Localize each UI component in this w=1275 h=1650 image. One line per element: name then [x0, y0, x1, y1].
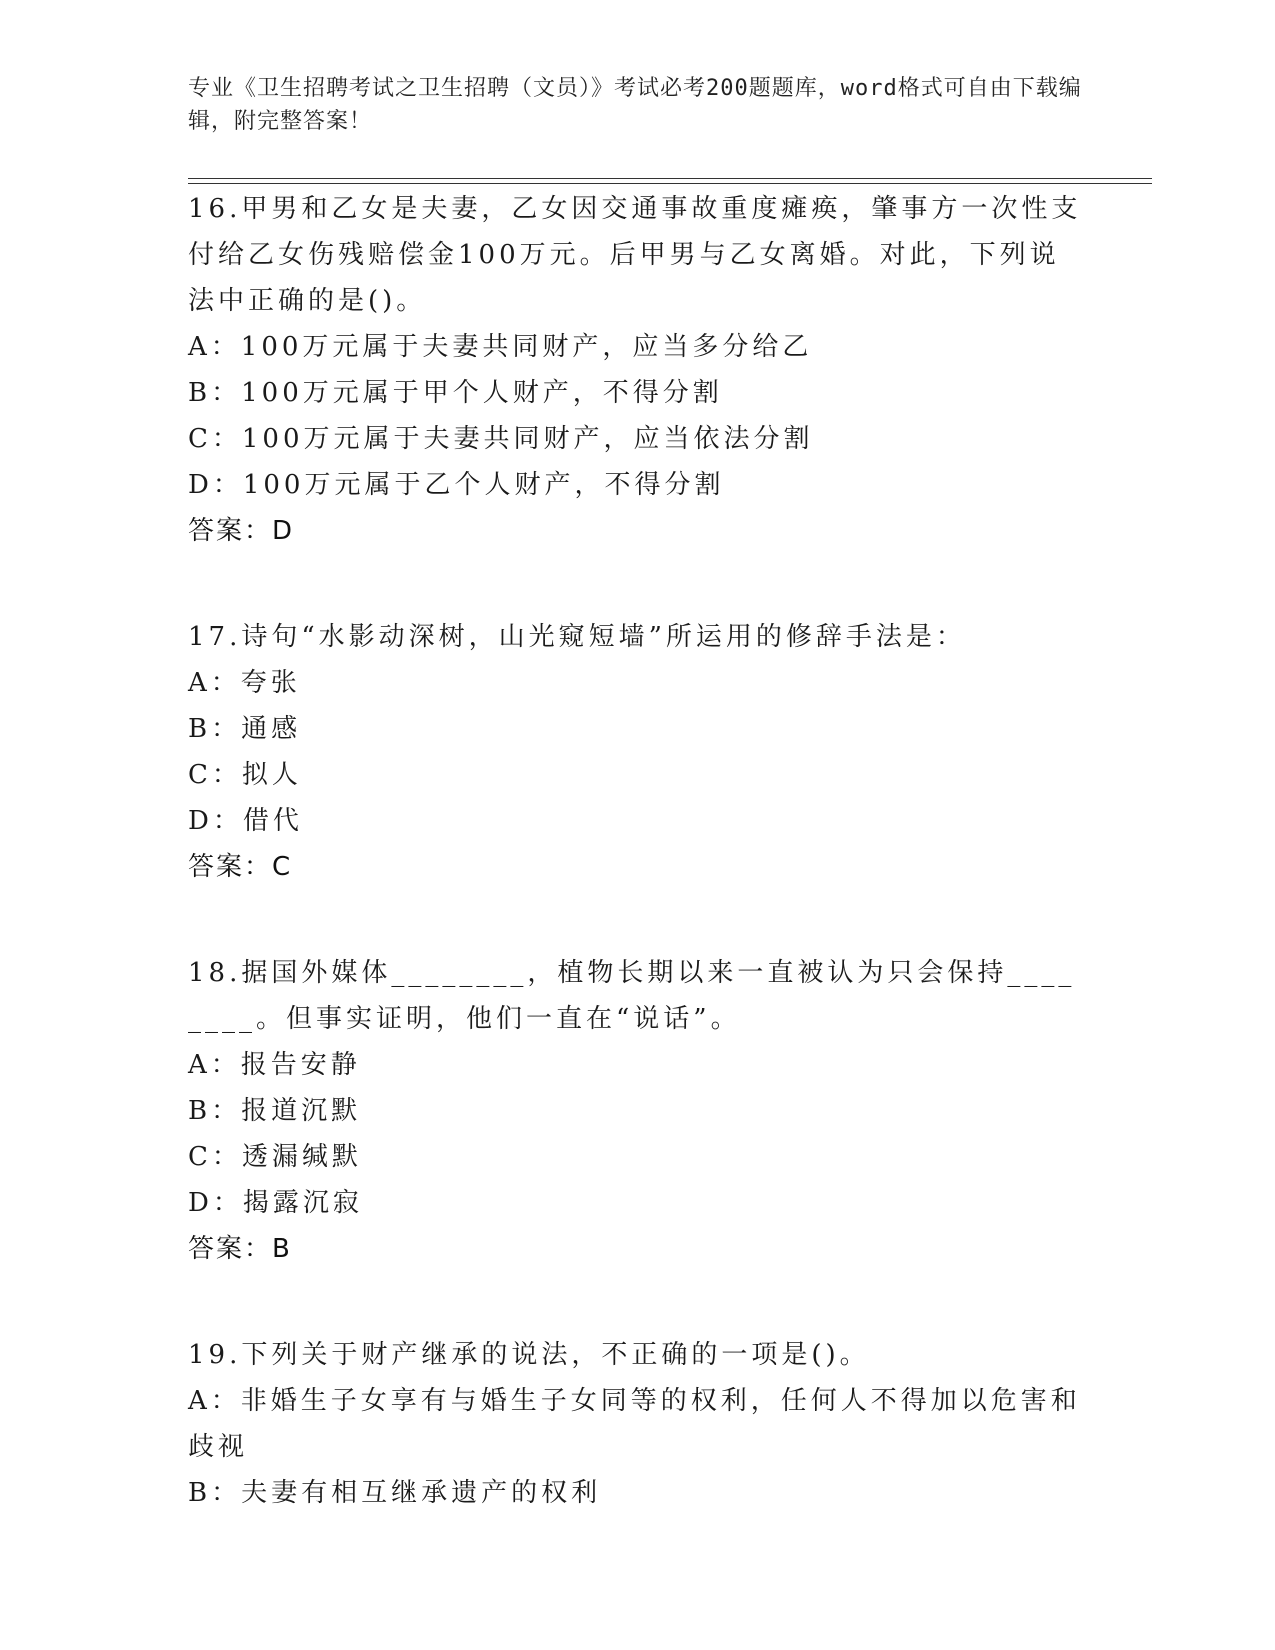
option-b: B：报道沉默 [188, 1096, 362, 1126]
option-d: D：100万元属于乙个人财产，不得分割 [188, 470, 725, 500]
answer-label: 答案：C [188, 852, 293, 882]
spacer [188, 890, 1088, 950]
spacer [188, 554, 1088, 614]
question-19 [188, 1332, 1088, 1516]
option-c: C：透漏缄默 [188, 1142, 362, 1172]
question-16 [188, 186, 1088, 554]
question-18 [188, 950, 1088, 1272]
option-a: A：非婚生子女享有与婚生子女同等的权利，任何人不得加以危害和歧视 [188, 1386, 1081, 1462]
option-a: A：夸张 [188, 668, 301, 698]
option-a: A：100万元属于夫妻共同财产，应当多分给乙 [188, 332, 813, 362]
question-stem: 17.诗句“水影动深树，山光窥短墙”所运用的修辞手法是： [188, 622, 966, 652]
question-17 [188, 614, 1088, 890]
option-c: C：100万元属于夫妻共同财产，应当依法分割 [188, 424, 814, 454]
question-list [188, 186, 1088, 1516]
option-d: D：揭露沉寂 [188, 1188, 363, 1218]
option-a: A：报告安静 [188, 1050, 361, 1080]
answer-label: 答案：D [188, 516, 295, 546]
option-b: B：通感 [188, 714, 302, 744]
spacer [188, 1272, 1088, 1332]
header-rule-top [188, 178, 1152, 179]
answer-label: 答案：B [188, 1234, 292, 1264]
option-c: C：拟人 [188, 760, 302, 790]
header-rule-bottom [188, 183, 1152, 184]
header-note: 专业《卫生招聘考试之卫生招聘（文员）》考试必考200题题库，word格式可自由下载编辑，附完整答案！ [188, 76, 1082, 134]
question-stem: 16.甲男和乙女是夫妻，乙女因交通事故重度瘫痪，肇事方一次性支付给乙女伤残赔偿金100万元。后甲男与乙女离婚。对此，下列说法中正确的是()。 [188, 194, 1082, 316]
question-stem: 19.下列关于财产继承的说法，不正确的一项是()。 [188, 1340, 870, 1370]
option-b: B：100万元属于甲个人财产，不得分割 [188, 378, 723, 408]
question-stem: 18.据国外媒体________，植物长期以来一直被认为只会保持________。但事实证明，他们一直在“说话”。 [188, 958, 1076, 1034]
option-b: B：夫妻有相互继承遗产的权利 [188, 1478, 602, 1508]
option-d: D：借代 [188, 806, 303, 836]
